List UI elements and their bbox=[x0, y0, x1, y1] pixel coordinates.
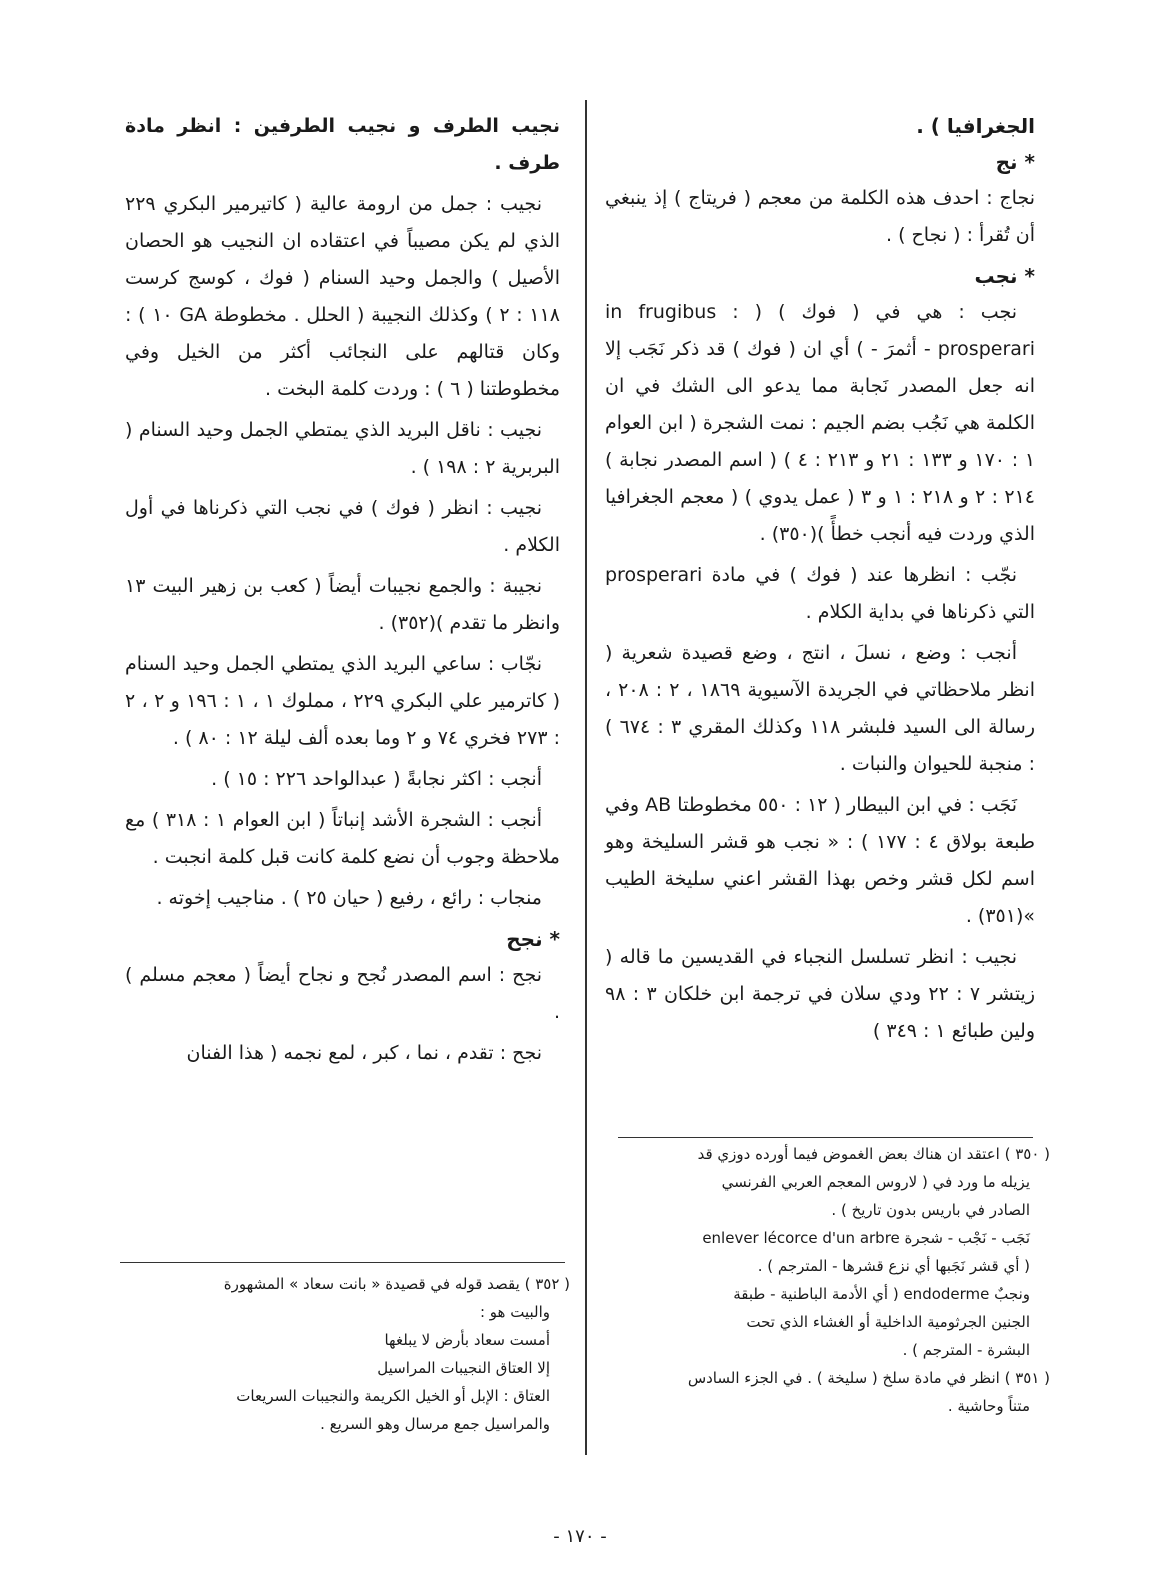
footnote-line: ( ٣٥١ ) انظر في مادة سلخ ( سليخة ) . في الجزء السادس bbox=[687, 1369, 1050, 1387]
entry-najaj: نجاج : احدف هذه الكلمة من معجم ( فريتاج ) إذ ينبغي أن تُقرأ : ( نجاح ) . bbox=[605, 187, 1035, 246]
root-heading-njh: * نجح bbox=[506, 927, 560, 951]
right-column bbox=[605, 108, 1035, 1054]
footnote-line: ( ٣٥٢ ) يقصد قوله في قصيدة « بانت سعاد » المشهورة bbox=[223, 1275, 570, 1293]
footnote-line: ( أي قشر نَجَبها أي نزع قشرها - المترجم ) . bbox=[757, 1257, 1030, 1275]
verse-hemistich-2: إلا العتاق النجيبات المراسيل bbox=[377, 1359, 550, 1377]
entry-najiba: نجيبة : والجمع نجيبات أيضاً ( كعب بن زهير البيت ١٣ وانظر ما تقدم )(٣٥٢) . bbox=[125, 575, 560, 634]
entry-najib-saints: نجيب : انظر تسلسل النجباء في القديسين ما قاله ( زيتشر ٧ : ٢٢ ودي سلان في ترجمة ابن خلكان ٣ : ٩٨ ولين طبائع ١ : ٣٤٩ ) bbox=[605, 946, 1036, 1042]
entry-najab: نجب : هي في ( فوك ) ( in frugibus : prosperari - أثمرَ - ) أي ان ( فوك ) قد ذكر نَجَب إلا انه جعل المصدر نَجابة مما يدعو الى الشك في ان الكلمة هي نَجُب بضم الجيم : نمت الشجرة ( ابن العوام ١ : ١٧٠ و ١٣٣ : ٢١ و ٢١٣ : ٤ ) ( اسم المصدر نجابة ) ٢١٤ : ٢ و ٢١٨ : ١ و ٣ ( عمل يدوي ) ( معجم الجغرافيا الذي وردت فيه أنجب خطأً )(٣٥٠) . bbox=[605, 301, 1036, 545]
footnote-line: العتاق : الإبل أو الخيل الكريمة والنجيبات السريعات bbox=[236, 1387, 550, 1405]
footnotes-left bbox=[110, 1270, 570, 1438]
footnote-line: ( ٣٥٠ ) اعتقد ان هناك بعض الغموض فيما أورده دوزي قد bbox=[697, 1145, 1050, 1163]
footnote-line: يزيله ما ورد في ( لاروس المعجم العربي الفرنسي bbox=[721, 1173, 1030, 1191]
footnote-rule-left bbox=[120, 1262, 565, 1263]
entry-anjab-more: أنجب : اكثر نجابةً ( عبدالواحد ٢٢٦ : ١٥ ) . bbox=[211, 768, 542, 790]
entry-anjab: أنجب : وضع ، نسلَ ، انتج ، وضع قصيدة شعرية ( انظر ملاحظاتي في الجريدة الآسيوية ١٨٦٩ ، ٢ : ٢٠٨ ، رسالة الى السيد فلبشر ١١٨ وكذلك المقري ٣ : ٦٧٤ ) : منجبة للحيوان والنبات . bbox=[605, 642, 1036, 775]
footnote-line: البشرة - المترجم ) . bbox=[902, 1341, 1030, 1359]
footnote-line: ونجبٌ endoderme ( أي الأدمة الباطنية - طبقة bbox=[733, 1285, 1030, 1303]
entry-najib-see: نجيب : انظر ( فوك ) في نجب التي ذكرناها في أول الكلام . bbox=[125, 497, 560, 556]
entry-najib-camel: نجيب : جمل من ارومة عالية ( كاتيرمير البكري ٢٢٩ الذي لم يكن مصيباً في اعتقاده ان النجيب هو الحصان الأصيل ) والجمل وحيد السنام ( فوك ، كوسج كرست ١١٨ : ٢ ) وكذلك النجيبة ( الحلل . مخطوطة GA ١٠ ) : وكان قتالهم على النجائب أكثر من الخيل وفي مخطوطتنا ( ٦ ) : وردت كلمة البخت . bbox=[125, 193, 560, 400]
footnote-line: الجنين الجرثومية الداخلية أو الغشاء الذي تحت bbox=[746, 1313, 1030, 1331]
verse-hemistich-1: أمست سعاد بأرض لا يبلغها bbox=[384, 1331, 550, 1349]
entry-najab-bark: نَجَب : في ابن البيطار ( ١٢ : ٥٥٠ مخطوطتا AB وفي طبعة بولاق ٤ : ١٧٧ ) : « نجب هو قشر السليخة وهو اسم لكل قشر وخص بهذا القشر اعني سليخة الطيب »(٣٥١) . bbox=[605, 794, 1035, 927]
entry-najib-altarf: نجيب الطرف و نجيب الطرفين : انظر مادة طرف . bbox=[125, 115, 560, 174]
continued-line: الجغرافيا ) . bbox=[916, 114, 1035, 138]
entry-najjab: نجّب : انظرها عند ( فوك ) في مادة prosperari التي ذكرناها في بداية الكلام . bbox=[605, 564, 1035, 623]
entry-najib-courier: نجيب : ناقل البريد الذي يمتطي الجمل وحيد السنام ( البربرية ٢ : ١٩٨ ) . bbox=[125, 419, 560, 478]
entry-minjab: منجاب : رائع ، رفيع ( حيان ٢٥ ) . مناجيب إخوته . bbox=[156, 887, 542, 909]
footnote-line: والمراسيل جمع مرسال وهو السريع . bbox=[320, 1415, 550, 1433]
footnote-line: الصادر في باريس بدون تاريخ ) . bbox=[831, 1201, 1030, 1219]
footnote-line: والبيت هو : bbox=[479, 1303, 550, 1321]
entry-anjab-tree: أنجب : الشجرة الأشد إنباتاً ( ابن العوام ١ : ٣١٨ ) مع ملاحظة وجوب أن نضع كلمة كانت قبل كلمة انجبت . bbox=[125, 809, 560, 868]
left-column bbox=[125, 108, 560, 1076]
page-number: - ١٧٠ - bbox=[553, 1526, 607, 1547]
entry-najh-verb: نجح : تقدم ، نما ، كبر ، لمع نجمه ( هذا الفنان bbox=[186, 1042, 542, 1064]
entry-najjab-courier: نجّاب : ساعي البريد الذي يمتطي الجمل وحيد السنام ( كاترمير علي البكري ٢٢٩ ، مملوك ١ ، ١ : ١٩٦ و ٢ ، ٢ : ٢٧٣ فخري ٧٤ و ٢ وما بعده ألف ليلة ١٢ : ٨٠ ) . bbox=[125, 653, 560, 749]
footnote-rule-right bbox=[618, 1137, 1033, 1138]
root-heading-njb: * نجب bbox=[974, 264, 1035, 288]
entry-najh-noun: نجح : اسم المصدر نُجح و نجاح أيضاً ( معجم مسلم ) . bbox=[125, 964, 560, 1023]
footnote-line: نَجَب - نَجْب - شجرة enlever lécorce d'un arbre bbox=[702, 1229, 1030, 1247]
root-heading-nj: * نج bbox=[995, 150, 1035, 174]
footnote-line: متناً وحاشية . bbox=[947, 1397, 1030, 1415]
column-divider bbox=[585, 100, 587, 1455]
footnotes-right bbox=[610, 1140, 1050, 1420]
